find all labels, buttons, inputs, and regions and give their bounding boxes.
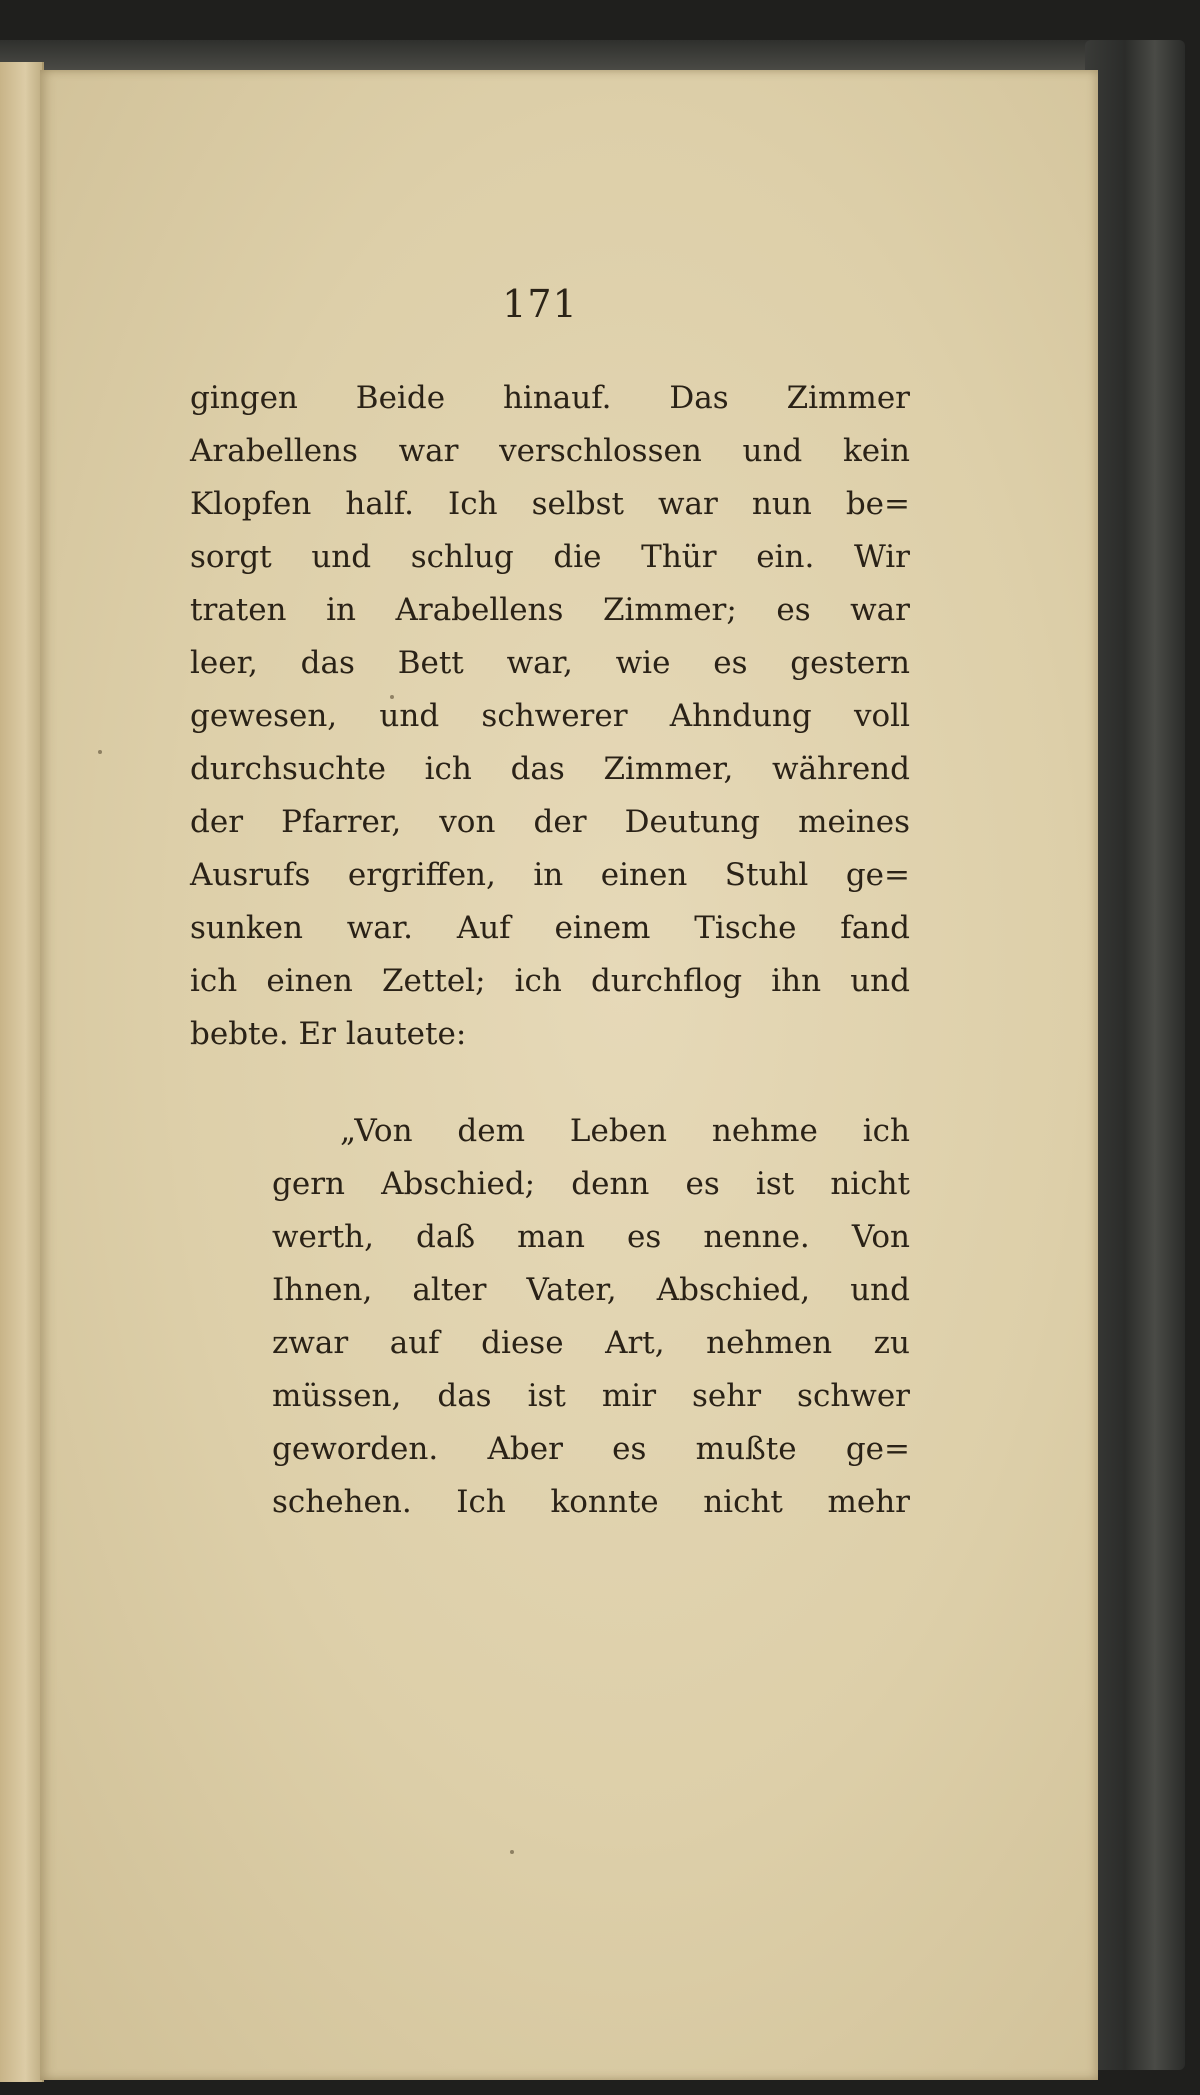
paragraph-1 xyxy=(190,372,910,1061)
text-line: Ausrufs ergriffen, in einen Stuhl ge= xyxy=(190,857,910,893)
book-cover-top-edge xyxy=(0,40,1140,70)
text-line: Klopfen half. Ich selbst war nun be= xyxy=(190,486,910,522)
text-line: der Pfarrer, von der Deutung meines xyxy=(190,804,910,840)
text-line: zwar auf diese Art, nehmen zu xyxy=(272,1325,910,1361)
text-line: werth, daß man es nenne. Von xyxy=(272,1219,910,1255)
text-line: ich einen Zettel; ich durchflog ihn und xyxy=(190,963,910,999)
book-cover-right-edge xyxy=(1085,40,1185,2070)
text-line: bebte. Er lautete: xyxy=(190,1016,467,1052)
text-line: gingen Beide hinauf. Das Zimmer xyxy=(190,380,910,416)
paper-speck xyxy=(510,1850,514,1854)
text-line: sunken war. Auf einem Tische fand xyxy=(190,910,910,946)
previous-page-edge xyxy=(0,62,44,2082)
text-line: geworden. Aber es mußte ge= xyxy=(272,1431,910,1467)
text-line: schehen. Ich konnte nicht mehr xyxy=(272,1484,910,1520)
paragraph-2-quote xyxy=(272,1105,910,1529)
text-line: „Von dem Leben nehme ich xyxy=(340,1113,910,1149)
text-line: gern Abschied; denn es ist nicht xyxy=(272,1166,910,1202)
page-number: 171 xyxy=(502,282,578,326)
text-line: gewesen, und schwerer Ahndung voll xyxy=(190,698,910,734)
text-line: durchsuchte ich das Zimmer, während xyxy=(190,751,910,787)
text-line: sorgt und schlug die Thür ein. Wir xyxy=(190,539,910,575)
text-line: müssen, das ist mir sehr schwer xyxy=(272,1378,910,1414)
text-line: leer, das Bett war, wie es gestern xyxy=(190,645,910,681)
text-line: Ihnen, alter Vater, Abschied, und xyxy=(272,1272,910,1308)
text-line: Arabellens war verschlossen und kein xyxy=(190,433,910,469)
text-line: traten in Arabellens Zimmer; es war xyxy=(190,592,910,628)
paper-speck xyxy=(98,750,102,754)
